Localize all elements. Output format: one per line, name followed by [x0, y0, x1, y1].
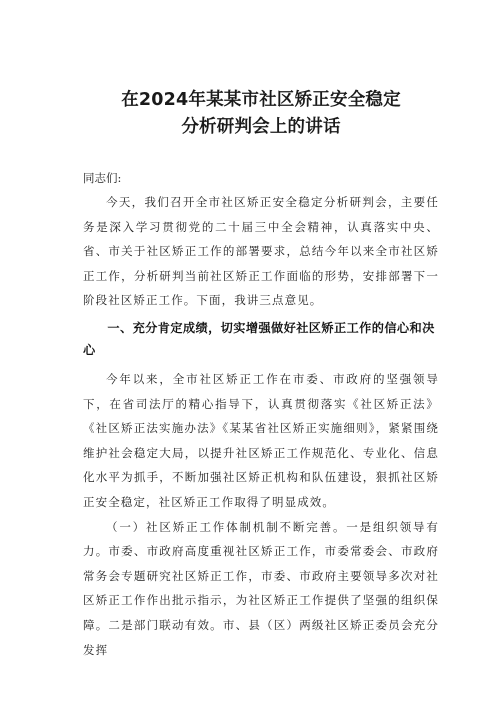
- title-line-1: 在2024年某某市社区矫正安全稳定: [121, 90, 401, 110]
- subsection-1-paragraph: （一）社区矫正工作体制机制不断完善。一是组织领导有力。市委、市政府高度重视社区矫正工作，市委常委会、市政府常务会专题研究社区矫正工作，市委、市政府主要领导多次对社区矫正工作作出批示指示，为社区矫正工作提供了坚强的组织保障。二是部门联动有效。市、县（区）两级社区矫正委员会充分发挥: [83, 519, 439, 657]
- section-1-paragraph: 今年以来，全市社区矫正工作在市委、市政府的坚强领导下，在省司法厅的精心指导下，认真贯彻落实《社区矫正法》《社区矫正法实施办法》《某某省社区矫正实施细则》，紧紧围绕维护社会稳定大局，以提升社区矫正工作规范化、专业化、信息化水平为抓手，不断加强社区矫正机构和队伍建设，狠抓社区矫正安全稳定，社区矫正工作取得了明显成效。: [83, 371, 439, 509]
- intro-paragraph: 今天，我们召开全市社区矫正安全稳定分析研判会，主要任务是深入学习贯彻党的二十届三中全会精神，认真落实中央、省、市关于社区矫正工作的部署要求，总结今年以来全市社区矫正工作，分析研判当前社区矫正工作面临的形势，安排部署下一阶段社区矫正工作。下面，我讲三点意见。: [83, 195, 439, 308]
- title-line-2: 分析研判会上的讲话: [181, 117, 341, 137]
- section-heading-1: 一、充分肯定成绩，切实增强做好社区矫正工作的信心和决心: [83, 320, 435, 357]
- document-title: [83, 0, 439, 141]
- salutation: 同志们:: [83, 171, 122, 185]
